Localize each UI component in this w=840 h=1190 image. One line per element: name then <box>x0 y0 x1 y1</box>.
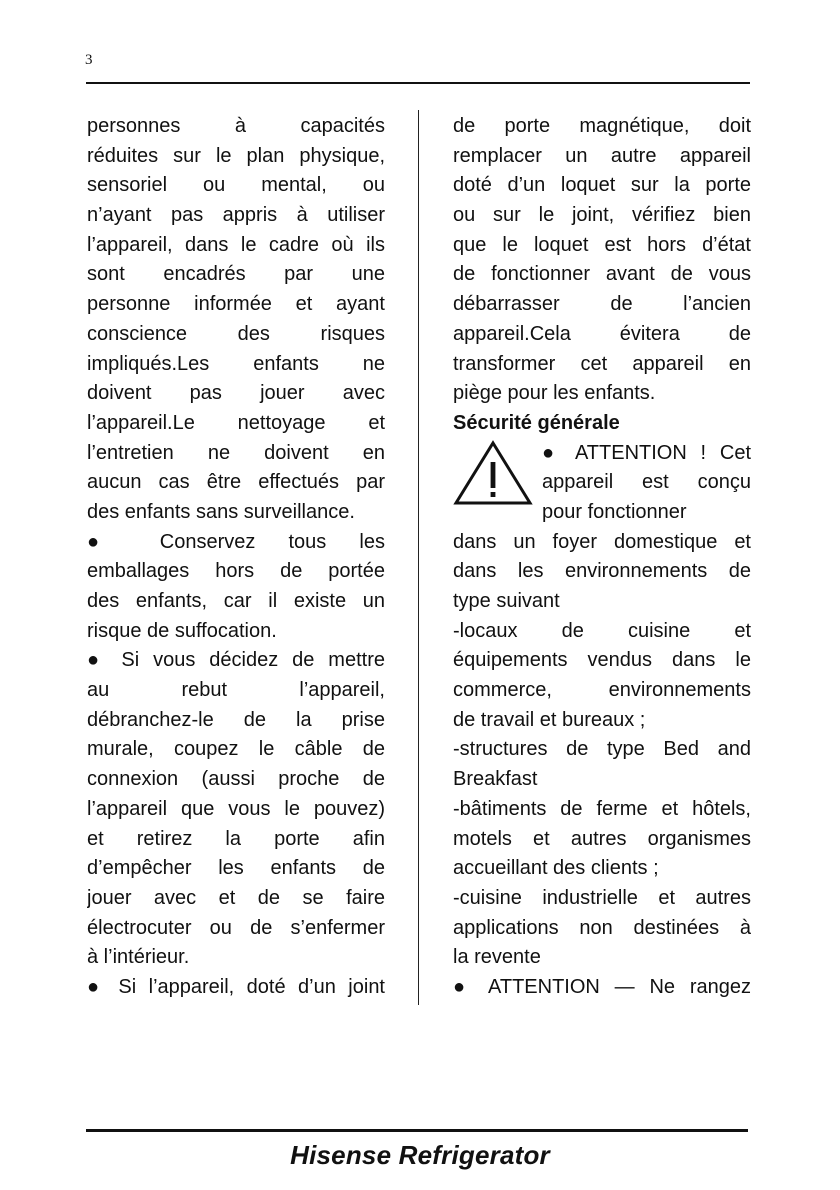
text-line: impliqués.Les enfants ne <box>87 352 385 375</box>
text-line: l’appareil.Le nettoyage et <box>87 411 385 434</box>
text-line: commerce, environnements <box>453 679 751 702</box>
text-line: aucun cas être effectués par <box>87 471 385 494</box>
text-line: et retirez la porte afin <box>87 827 385 850</box>
text-line: l’appareil que vous le pouvez) <box>87 797 385 820</box>
section-heading: Sécurité générale <box>453 411 620 434</box>
page-number: 3 <box>85 52 93 68</box>
right-column <box>453 112 751 1003</box>
text-line: la revente <box>453 946 541 969</box>
text-line: que le loquet est hors d’état <box>453 233 751 256</box>
header-rule <box>86 82 750 84</box>
text-line: ● ATTENTION ! Cet <box>542 441 751 464</box>
text-line: -cuisine industrielle et autres <box>453 886 751 909</box>
text-line: connexion (aussi proche de <box>87 768 385 791</box>
text-line: conscience des risques <box>87 322 385 345</box>
text-line: Breakfast <box>453 768 538 791</box>
warning-text <box>542 439 751 528</box>
text-line: à l’intérieur. <box>87 946 190 969</box>
text-line: type suivant <box>453 590 560 613</box>
text-line: risque de suffocation. <box>87 619 277 642</box>
text-line: appareil est conçu <box>542 471 751 494</box>
text-line: -structures de type Bed and <box>453 738 751 761</box>
text-line: l’appareil, dans le cadre où ils <box>87 233 385 256</box>
text-line: piège pour les enfants. <box>453 382 656 405</box>
text-line: motels et autres organismes <box>453 827 751 850</box>
text-line: dans les environnements de <box>453 560 751 583</box>
text-line: doté d’un loquet sur la porte <box>453 174 751 197</box>
column-divider <box>418 110 419 1005</box>
text-line: personnes à capacités <box>87 115 385 137</box>
text-line: jouer avec et de se faire <box>87 886 385 909</box>
text-line: appareil.Cela évitera de <box>453 322 751 345</box>
text-line: doivent pas jouer avec <box>87 382 385 405</box>
text-line: personne informée et ayant <box>87 293 385 316</box>
text-line: des enfants, car il existe un <box>87 590 385 612</box>
text-line: réduites sur le plan physique, <box>87 144 385 167</box>
text-line: -locaux de cuisine et <box>453 619 751 642</box>
text-line: ou sur le joint, vérifiez bien <box>453 204 751 227</box>
right-column-intro <box>453 112 751 409</box>
text-line: sensoriel ou mental, ou <box>87 174 385 197</box>
text-line: pour fonctionner <box>542 500 687 523</box>
text-line: de fonctionner avant de vous <box>453 263 751 286</box>
warning-block <box>453 439 751 528</box>
text-line: applications non destinées à <box>453 916 751 939</box>
text-line: de travail et bureaux ; <box>453 708 646 731</box>
warning-triangle-icon <box>453 440 533 506</box>
text-line: d’empêcher les enfants de <box>87 857 385 880</box>
text-line: de porte magnétique, doit <box>453 115 751 137</box>
text-line: -bâtiments de ferme et hôtels, <box>453 797 751 820</box>
text-line: remplacer un autre appareil <box>453 144 751 167</box>
text-line: équipements vendus dans le <box>453 649 751 672</box>
text-line: débranchez-le de la prise <box>87 708 385 731</box>
text-line: électrocuter ou de s’enfermer <box>87 916 385 939</box>
text-line: au rebut l’appareil, <box>87 679 385 702</box>
text-line: emballages hors de portée <box>87 560 385 583</box>
text-line: murale, coupez le câble de <box>87 738 385 761</box>
text-line: transformer cet appareil en <box>453 352 751 375</box>
text-line: ● ATTENTION — Ne rangez <box>453 975 751 998</box>
text-line: sont encadrés par une <box>87 263 385 286</box>
footer-brand: Hisense Refrigerator <box>290 1140 550 1170</box>
text-line: n’ayant pas appris à utiliser <box>87 204 385 227</box>
text-line: l’entretien ne doivent en <box>87 441 385 464</box>
text-line: des enfants sans surveillance. <box>87 500 355 523</box>
text-line: ● Conservez tous les <box>87 530 385 553</box>
text-line: accueillant des clients ; <box>453 857 659 880</box>
right-column-body <box>453 528 751 1003</box>
footer-rule <box>86 1129 748 1132</box>
text-line: ● Si l’appareil, doté d’un joint <box>87 975 385 998</box>
left-column <box>87 112 385 1003</box>
text-line: dans un foyer domestique et <box>453 530 751 553</box>
text-line: débarrasser de l’ancien <box>453 293 751 316</box>
text-line: ● Si vous décidez de mettre <box>87 649 385 672</box>
